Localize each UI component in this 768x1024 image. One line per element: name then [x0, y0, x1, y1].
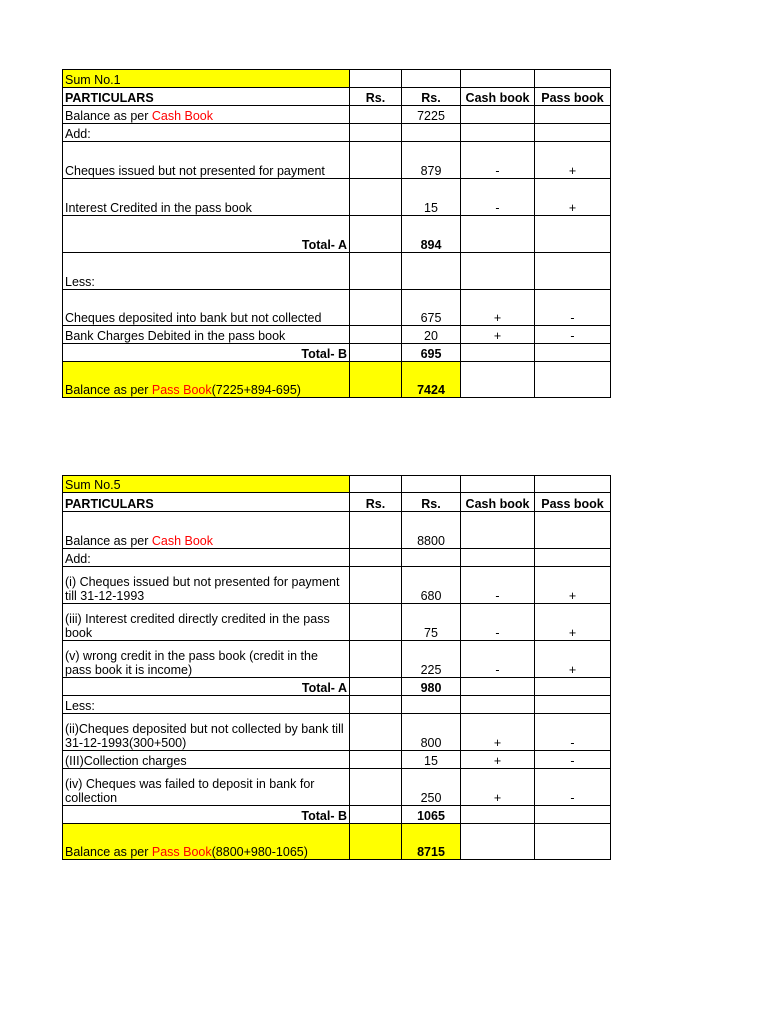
- cash-book-header: Cash book: [461, 493, 535, 512]
- total-a-label: Total- A: [63, 678, 350, 696]
- sum5-total-b-row: [63, 806, 611, 824]
- sum5-add-row: [63, 549, 611, 567]
- closing-balance-label: Balance as per Pass Book(7225+894-695): [63, 362, 350, 398]
- amount: 879: [402, 142, 461, 179]
- amount: 800: [402, 714, 461, 751]
- rs-header: Rs.: [402, 88, 461, 106]
- particular-text: Bank Charges Debited in the pass book: [63, 326, 350, 344]
- sum1-title-row: [63, 70, 611, 88]
- add-label: Add:: [63, 549, 350, 567]
- sum1-less-row: [63, 253, 611, 290]
- pass-book-sign: +: [535, 604, 611, 641]
- less-label: Less:: [63, 696, 350, 714]
- table-row: [63, 326, 611, 344]
- particulars-header: PARTICULARS: [63, 88, 350, 106]
- cash-book-sign: +: [461, 290, 535, 326]
- particular-text: Cheques issued but not presented for payment: [63, 142, 350, 179]
- sum1-add-row: [63, 124, 611, 142]
- sum5-opening-row: [63, 512, 611, 549]
- pass-book-header: Pass book: [535, 493, 611, 512]
- total-b-label: Total- B: [63, 806, 350, 824]
- pass-book-sign: +: [535, 567, 611, 604]
- table-row: [63, 179, 611, 216]
- cash-book-sign: +: [461, 714, 535, 751]
- rs-header: Rs.: [350, 493, 402, 512]
- table-row: [63, 142, 611, 179]
- sum5-less-row: [63, 696, 611, 714]
- less-label: Less:: [63, 253, 350, 290]
- table-row: [63, 714, 611, 751]
- sum1-title: Sum No.1: [63, 70, 350, 88]
- opening-balance-label: Balance as per Cash Book: [63, 106, 350, 124]
- add-label: Add:: [63, 124, 350, 142]
- particular-text: (ii)Cheques deposited but not collected by bank till 31-12-1993(300+500): [63, 714, 350, 751]
- pass-book-sign: +: [535, 641, 611, 678]
- rs-header: Rs.: [402, 493, 461, 512]
- amount: 20: [402, 326, 461, 344]
- opening-balance-label: Balance as per Cash Book: [63, 512, 350, 549]
- pass-book-highlight: Pass Book: [151, 383, 212, 397]
- cash-book-sign: -: [461, 567, 535, 604]
- table-row: [63, 641, 611, 678]
- particular-text: (v) wrong credit in the pass book (credit in the pass book it is income): [63, 641, 350, 678]
- table-row: [63, 604, 611, 641]
- pass-book-sign: -: [535, 714, 611, 751]
- particular-text: (i) Cheques issued but not presented for payment till 31-12-1993: [63, 567, 350, 604]
- closing-balance-label: Balance as per Pass Book(8800+980-1065): [63, 824, 350, 860]
- sum5-closing-row: [63, 824, 611, 860]
- sum5-title: Sum No.5: [63, 476, 350, 493]
- pass-book-highlight: Pass Book: [151, 845, 212, 859]
- amount: 75: [402, 604, 461, 641]
- particular-text: (III)Collection charges: [63, 751, 350, 769]
- cash-book-highlight: Cash Book: [151, 534, 214, 548]
- sum1-header-row: [63, 88, 611, 106]
- sum5-title-row: [63, 476, 611, 493]
- pass-book-sign: +: [535, 142, 611, 179]
- sum1-total-a-row: [63, 216, 611, 253]
- sum5-header-row: [63, 493, 611, 512]
- total-b-amount: 1065: [402, 806, 461, 824]
- cash-book-sign: +: [461, 751, 535, 769]
- table-row: [63, 751, 611, 769]
- cash-book-highlight: Cash Book: [151, 109, 214, 123]
- cash-book-header: Cash book: [461, 88, 535, 106]
- sum1-opening-row: [63, 106, 611, 124]
- sum1-closing-row: [63, 362, 611, 398]
- pass-book-sign: +: [535, 179, 611, 216]
- table-row: [63, 567, 611, 604]
- cash-book-sign: -: [461, 604, 535, 641]
- pass-book-sign: -: [535, 769, 611, 806]
- amount: 675: [402, 290, 461, 326]
- pass-book-header: Pass book: [535, 88, 611, 106]
- amount: 680: [402, 567, 461, 604]
- closing-amount: 8715: [402, 824, 461, 860]
- total-a-label: Total- A: [63, 216, 350, 253]
- sum1-total-b-row: [63, 344, 611, 362]
- particular-text: Interest Credited in the pass book: [63, 179, 350, 216]
- amount: 15: [402, 751, 461, 769]
- cash-book-sign: -: [461, 179, 535, 216]
- closing-amount: 7424: [402, 362, 461, 398]
- amount: 15: [402, 179, 461, 216]
- total-a-amount: 894: [402, 216, 461, 253]
- amount: 250: [402, 769, 461, 806]
- particular-text: Cheques deposited into bank but not collected: [63, 290, 350, 326]
- table-row: [63, 290, 611, 326]
- total-b-amount: 695: [402, 344, 461, 362]
- particular-text: (iv) Cheques was failed to deposit in bank for collection: [63, 769, 350, 806]
- particular-text: (iii) Interest credited directly credited in the pass book: [63, 604, 350, 641]
- cash-book-sign: +: [461, 769, 535, 806]
- opening-amount: 8800: [402, 512, 461, 549]
- cash-book-sign: +: [461, 326, 535, 344]
- amount: 225: [402, 641, 461, 678]
- table-row: [63, 769, 611, 806]
- particulars-header: PARTICULARS: [63, 493, 350, 512]
- total-b-label: Total- B: [63, 344, 350, 362]
- sum1-table: [62, 69, 611, 398]
- opening-amount: 7225: [402, 106, 461, 124]
- sum5-table: [62, 475, 611, 860]
- cash-book-sign: -: [461, 641, 535, 678]
- sum5-total-a-row: [63, 678, 611, 696]
- pass-book-sign: -: [535, 326, 611, 344]
- total-a-amount: 980: [402, 678, 461, 696]
- cash-book-sign: -: [461, 142, 535, 179]
- rs-header: Rs.: [350, 88, 402, 106]
- pass-book-sign: -: [535, 751, 611, 769]
- pass-book-sign: -: [535, 290, 611, 326]
